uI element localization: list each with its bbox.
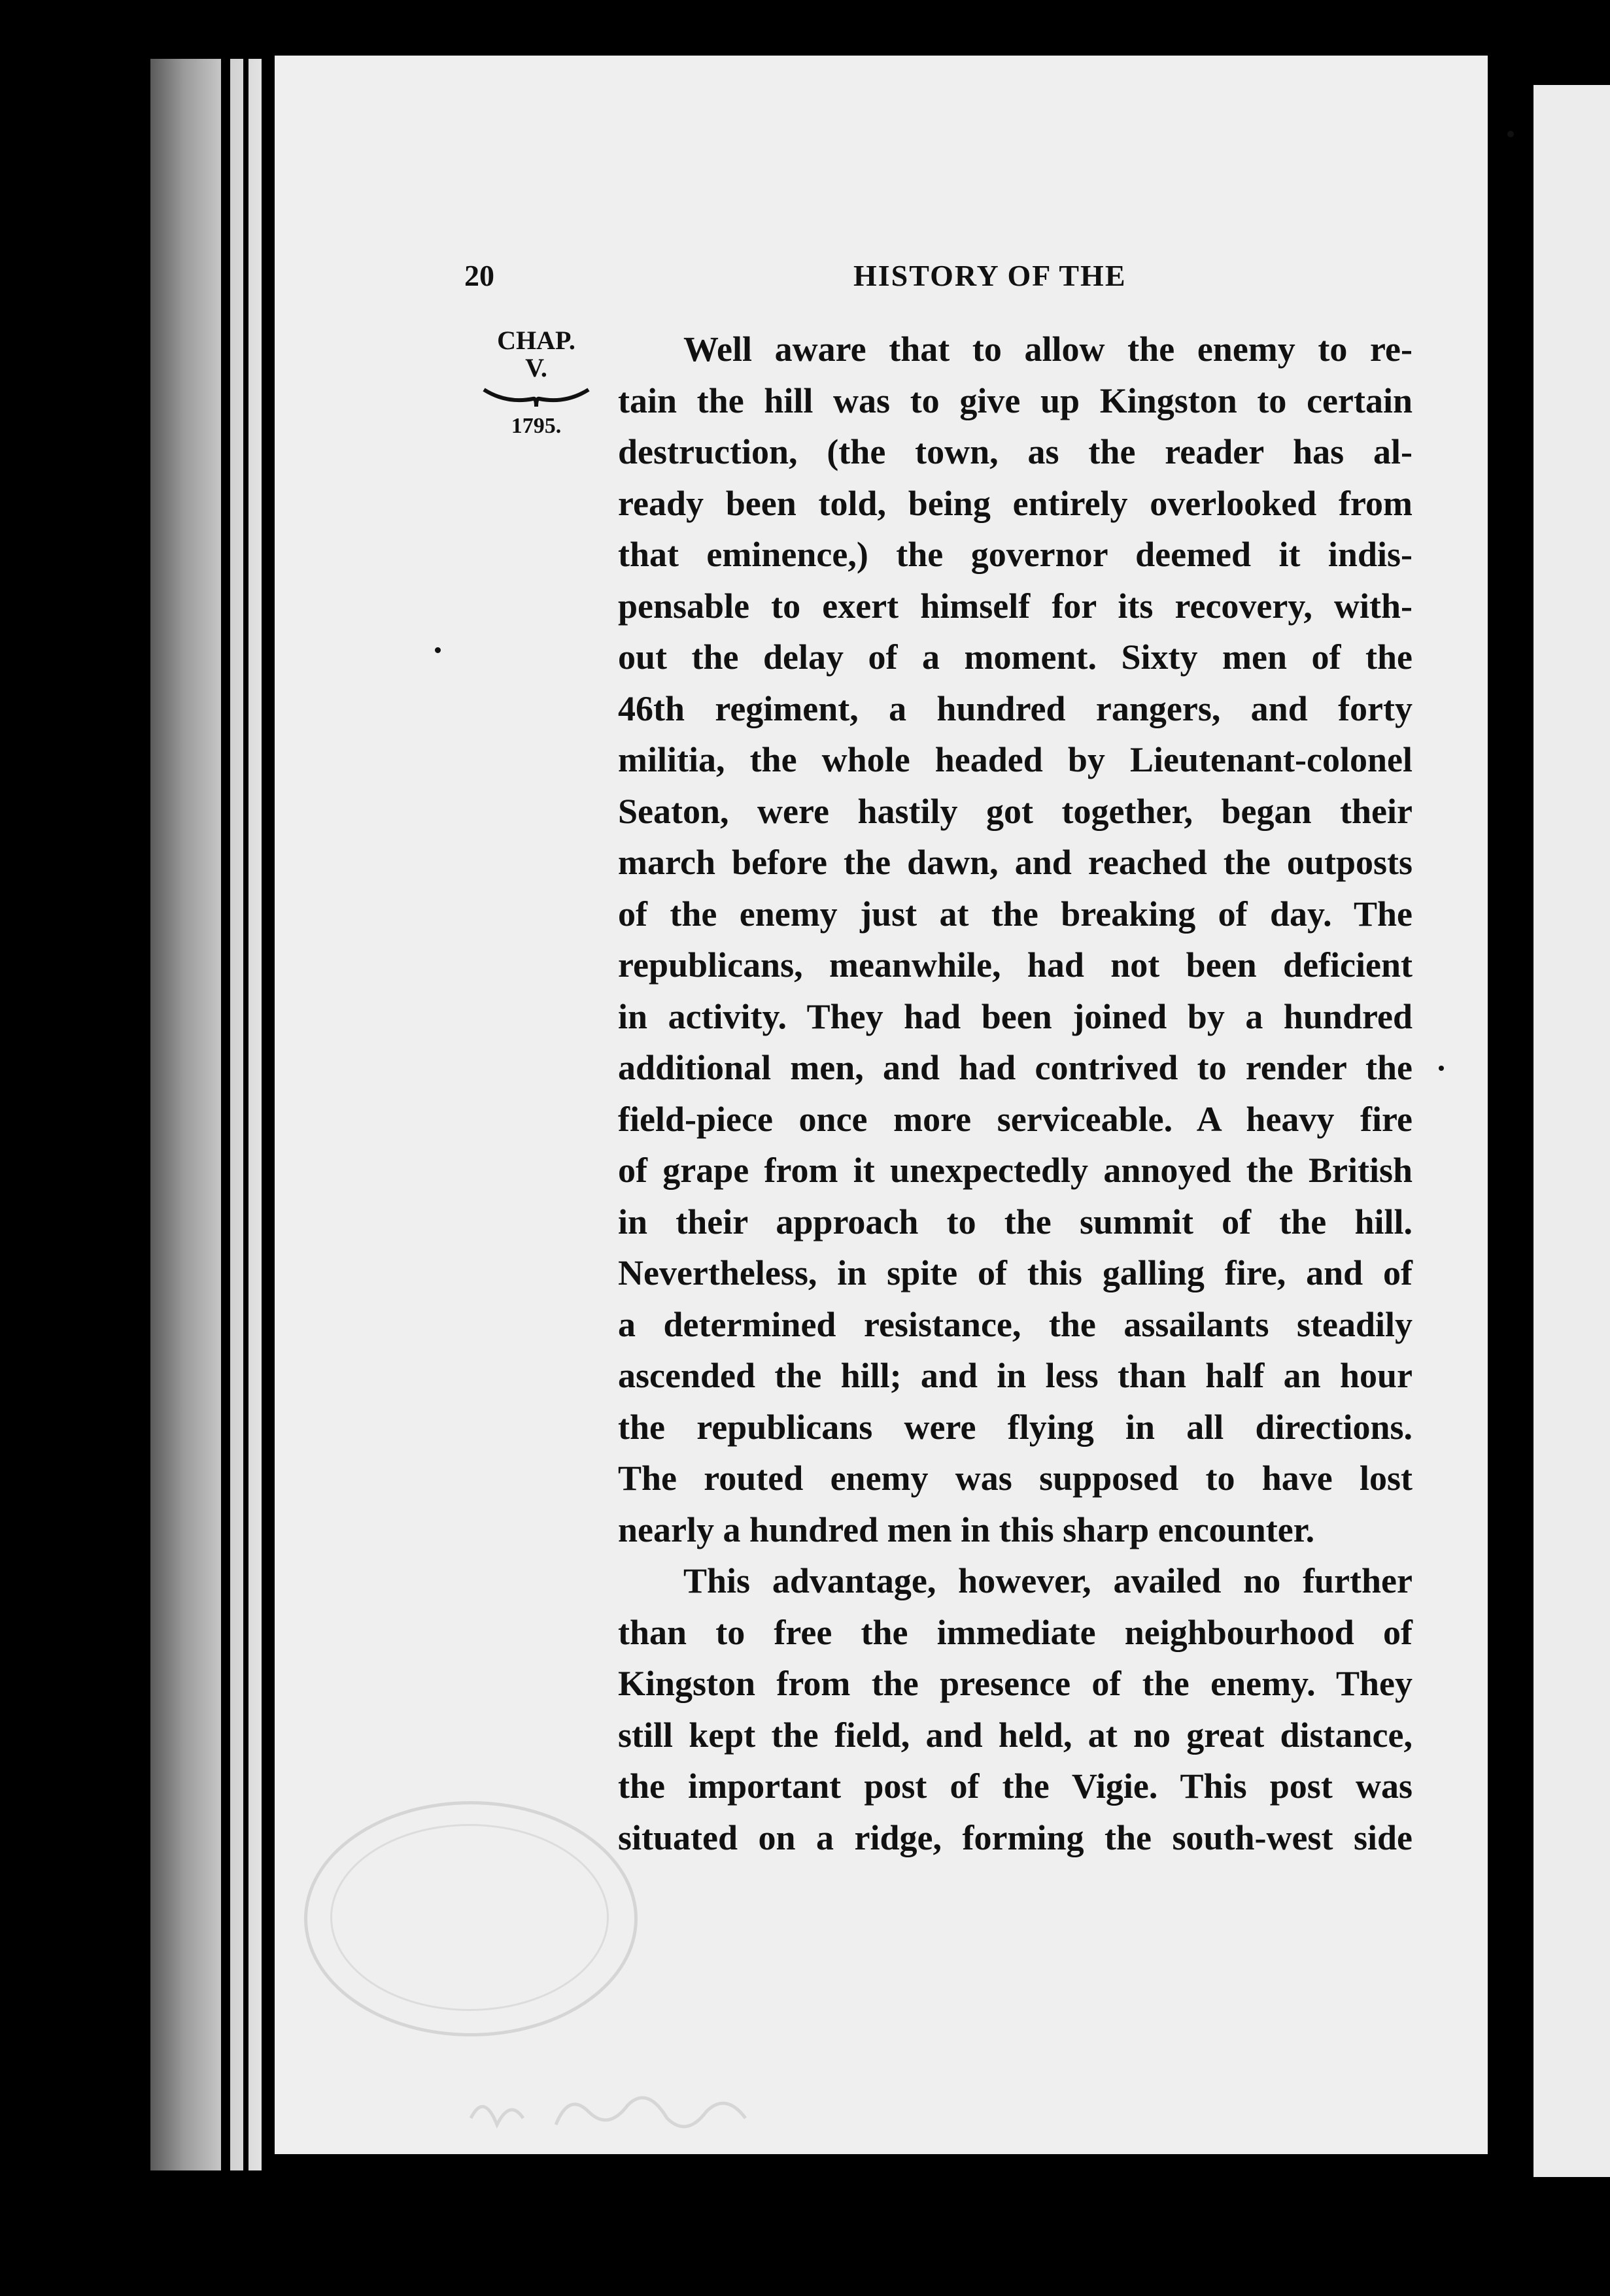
text-line: additional men, and had contrived to render the	[618, 1048, 1413, 1087]
page-number: 20	[464, 259, 494, 292]
text-line: Seaton, were hastily got together, began their	[618, 791, 1413, 831]
library-stamp-ring	[330, 1824, 609, 2011]
text-line: than to free the immediate neighbourhood of	[618, 1612, 1413, 1652]
text-line: nearly a hundred men in this sharp encounter.	[618, 1510, 1315, 1549]
chapter-label: CHAP.	[497, 326, 575, 355]
ink-speck	[435, 647, 441, 653]
text-line: a determined resistance, the assailants steadily	[618, 1304, 1413, 1344]
text-line: ready been told, being entirely overlooked from	[618, 483, 1413, 523]
text-line: ascended the hill; and in less than half an hour	[618, 1356, 1413, 1395]
right-page-shadow	[1518, 85, 1530, 2177]
spine-shadow-line	[262, 52, 275, 2184]
text-line: destruction, (the town, as the reader has al-	[618, 432, 1413, 471]
text-line: of the enemy just at the breaking of day. The	[618, 894, 1413, 934]
spine-shadow-line	[221, 52, 230, 2184]
right-page-edge	[1533, 85, 1610, 2177]
margin-note	[481, 327, 592, 439]
text-line: The routed enemy was supposed to have lost	[618, 1459, 1413, 1498]
text-line: Kingston from the presence of the enemy. They	[618, 1664, 1413, 1703]
text-line: in their approach to the summit of the hill.	[618, 1202, 1413, 1241]
margin-year: 1795.	[511, 414, 562, 438]
text-line: tain the hill was to give up Kingston to certain	[618, 380, 1413, 420]
text-line: the important post of the Vigie. This post was	[618, 1766, 1413, 1806]
text-line: field-piece once more serviceable. A heavy fire	[618, 1099, 1413, 1139]
spine-shadow-line	[243, 52, 248, 2184]
text-line: out the delay of a moment. Sixty men of the	[618, 637, 1413, 677]
text-line: in activity. They had been joined by a hundred	[618, 996, 1413, 1036]
ink-speck	[1439, 1066, 1444, 1071]
text-line: Nevertheless, in spite of this galling fire, and of	[618, 1253, 1413, 1292]
text-line: Well aware that to allow the enemy to re-	[683, 329, 1413, 369]
brace-ornament-icon	[481, 384, 592, 411]
running-head: HISTORY OF THE	[853, 259, 1127, 292]
text-line: 46th regiment, a hundred rangers, and forty	[618, 688, 1413, 728]
handwritten-signature	[458, 2079, 798, 2144]
text-line: still kept the field, and held, at no great distance,	[618, 1715, 1413, 1755]
text-line: militia, the whole headed by Lieutenant-colonel	[618, 740, 1413, 779]
chapter-number: V.	[525, 353, 547, 382]
text-line: pensable to exert himself for its recovery, with-	[618, 586, 1413, 626]
ink-speck	[1507, 131, 1514, 137]
text-line: situated on a ridge, forming the south-west side	[618, 1817, 1413, 1857]
text-line: the republicans were flying in all directions.	[618, 1407, 1413, 1447]
body-text	[618, 324, 1413, 1863]
text-line: republicans, meanwhile, had not been deficient	[618, 945, 1413, 985]
text-line: of grape from it unexpectedly annoyed the British	[618, 1151, 1413, 1190]
text-line: This advantage, however, availed no further	[683, 1561, 1413, 1600]
text-line: march before the dawn, and reached the outposts	[618, 843, 1413, 882]
text-line: that eminence,) the governor deemed it indis-	[618, 535, 1413, 574]
